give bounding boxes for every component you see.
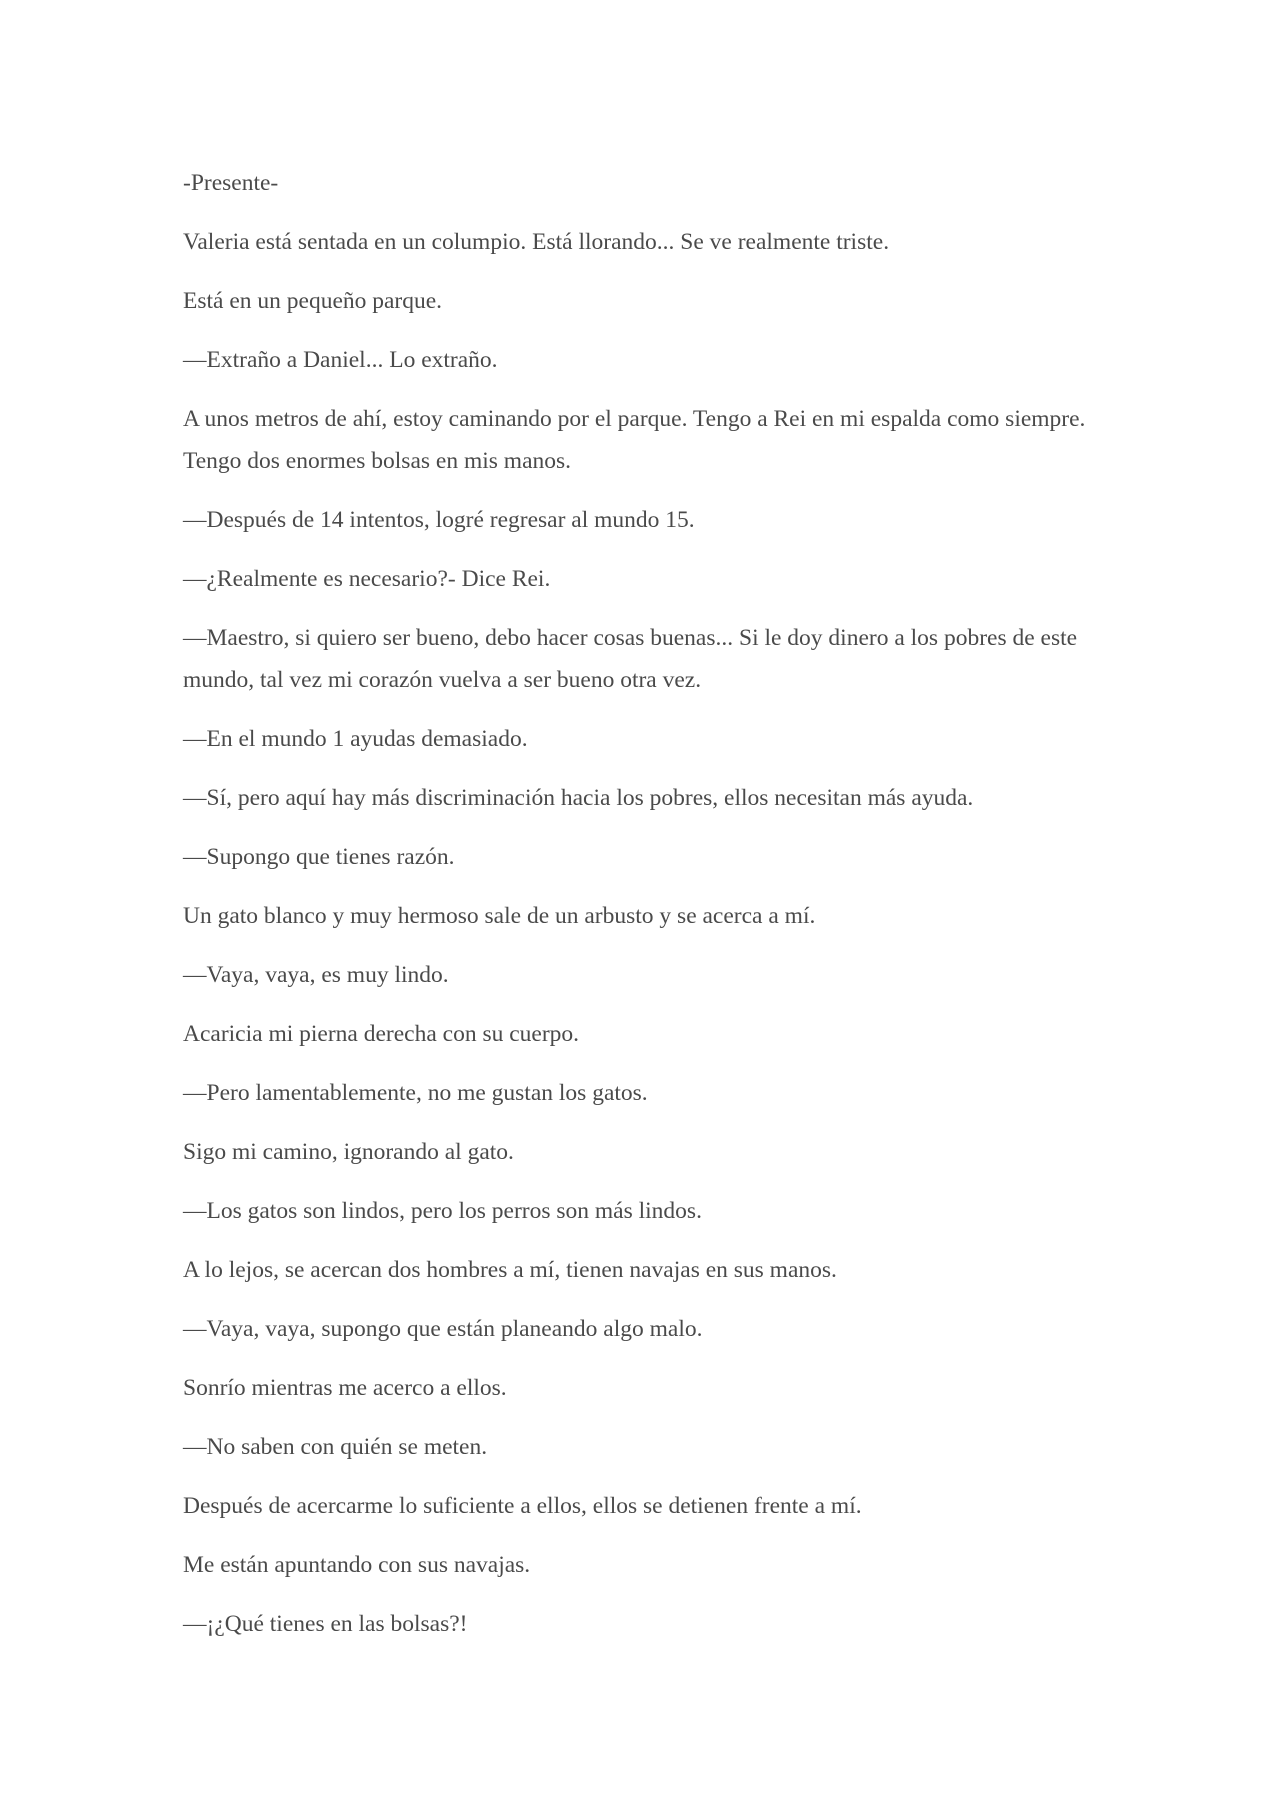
paragraph: Sonrío mientras me acerco a ellos.: [183, 1375, 507, 1401]
paragraph: Después de acercarme lo suficiente a ellos, ellos se detienen frente a mí.: [183, 1493, 862, 1519]
dialogue-line: —Sí, pero aquí hay más discriminación hacia los pobres, ellos necesitan más ayuda.: [183, 785, 974, 811]
dialogue-line: —Maestro, si quiero ser bueno, debo hacer cosas buenas... Si le doy dinero a los pobres de este mundo, tal vez mi corazón vuelva a ser bueno otra vez.: [183, 625, 1078, 693]
paragraph: A lo lejos, se acercan dos hombres a mí, tienen navajas en sus manos.: [183, 1257, 837, 1283]
dialogue-line: —Vaya, vaya, es muy lindo.: [183, 962, 449, 988]
dialogue-line: —Extraño a Daniel... Lo extraño.: [183, 347, 498, 373]
paragraph: Acaricia mi pierna derecha con su cuerpo.: [183, 1021, 580, 1047]
paragraph: Sigo mi camino, ignorando al gato.: [183, 1139, 514, 1165]
paragraph: Valeria está sentada en un columpio. Está llorando... Se ve realmente triste.: [183, 229, 890, 255]
paragraph: Un gato blanco y muy hermoso sale de un arbusto y se acerca a mí.: [183, 903, 816, 929]
paragraph: A unos metros de ahí, estoy caminando por el parque. Tengo a Rei en mi espalda como siempre. Tengo dos enormes bolsas en mis manos.: [183, 406, 1086, 474]
dialogue-line: —¡¿Qué tienes en las bolsas?!: [183, 1611, 468, 1637]
dialogue-line: —Los gatos son lindos, pero los perros son más lindos.: [183, 1198, 702, 1224]
paragraph: Está en un pequeño parque.: [183, 288, 443, 314]
paragraph: Me están apuntando con sus navajas.: [183, 1552, 531, 1578]
document-body: [183, 162, 1103, 1662]
dialogue-line: —No saben con quién se meten.: [183, 1434, 488, 1460]
dialogue-line: —Después de 14 intentos, logré regresar al mundo 15.: [183, 507, 695, 533]
section-heading: -Presente-: [183, 170, 279, 196]
dialogue-line: —Pero lamentablemente, no me gustan los gatos.: [183, 1080, 648, 1106]
dialogue-line: —Supongo que tienes razón.: [183, 844, 455, 870]
dialogue-line: —En el mundo 1 ayudas demasiado.: [183, 726, 528, 752]
dialogue-line: —Vaya, vaya, supongo que están planeando algo malo.: [183, 1316, 703, 1342]
dialogue-line: —¿Realmente es necesario?- Dice Rei.: [183, 566, 551, 592]
